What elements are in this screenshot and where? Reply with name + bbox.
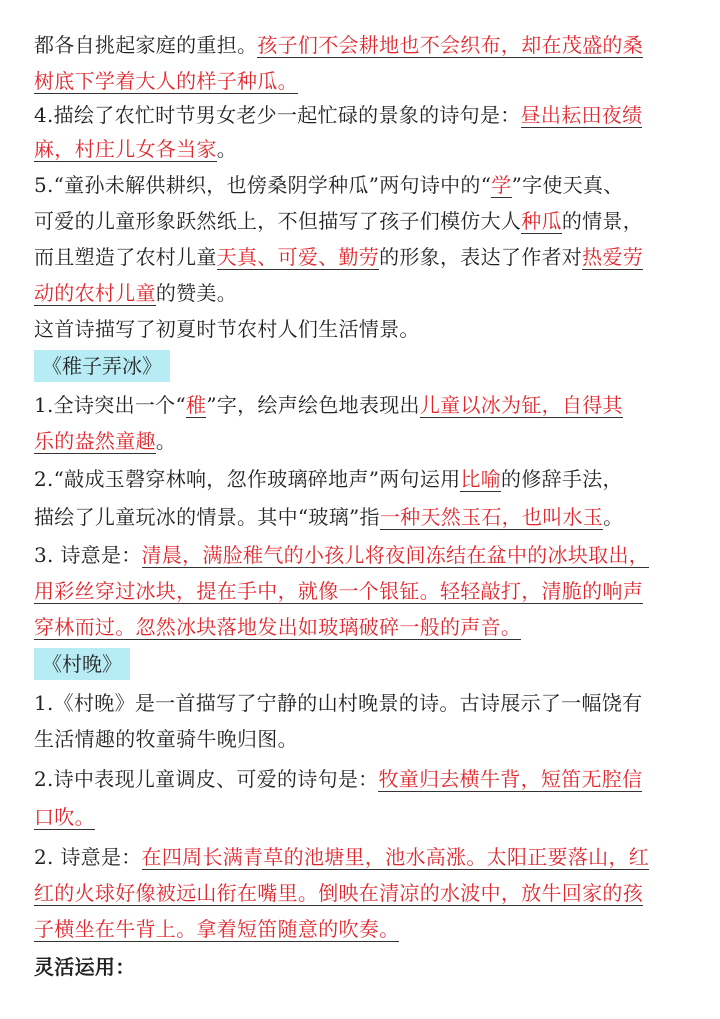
answer-text: 穿林而过。忽然冰块落地发出如玻璃破碎一般的声音。 xyxy=(34,615,522,639)
plain-text: 生活情趣的牧童骑牛晚归图。 xyxy=(34,727,298,751)
plain-text: 。 xyxy=(216,137,238,161)
plain-text: 而且塑造了农村儿童 xyxy=(34,245,217,269)
text-line xyxy=(34,610,521,644)
answer-text: 在四周长满青草的池塘里，池水高涨。太阳正要落山，红 xyxy=(141,845,650,869)
plain-text: 这首诗描写了初夏时节农村人们生活情景。 xyxy=(34,317,420,341)
plain-text: 3. 诗意是： xyxy=(34,543,142,567)
plain-text: 的形象，表达了作者对 xyxy=(379,245,583,269)
text-line xyxy=(34,762,642,796)
text-line xyxy=(34,64,298,98)
plain-text: 1.全诗突出一个“ xyxy=(34,393,187,417)
text-line xyxy=(34,722,298,756)
text-line xyxy=(34,686,642,720)
text-line xyxy=(34,462,623,496)
plain-text: 的赞美。 xyxy=(155,281,238,305)
text-line xyxy=(34,132,237,166)
answer-text: 学 xyxy=(491,173,512,197)
plain-text: 可爱的儿童形象跃然纸上，不但描写了孩子们模仿大人 xyxy=(34,209,522,233)
text-line xyxy=(34,574,643,608)
text-line xyxy=(34,876,643,910)
text-line xyxy=(34,240,643,274)
plain-text: ”字，绘声绘色地表现出 xyxy=(206,393,420,417)
text-line xyxy=(34,204,643,238)
answer-text: 树底下学着大人的样子种瓜。 xyxy=(34,69,298,93)
answer-text: 红的火球好像被远山衔在嘴里。倒映在清凉的水波中，放牛回家的孩 xyxy=(34,881,643,905)
text-line xyxy=(34,800,95,834)
plain-text: ”字使天真、 xyxy=(511,173,624,197)
answer-text: 天真、可爱、勤劳 xyxy=(216,245,380,269)
plain-text: 。 xyxy=(603,505,624,529)
answer-text: 乐的盎然童趣 xyxy=(34,429,156,453)
plain-text: 的修辞手法， xyxy=(501,467,623,491)
plain-text: 2.“敲成玉磬穿林响，忽作玻璃碎地声”两句运用 xyxy=(34,467,461,491)
answer-text: 口吹。 xyxy=(34,805,95,829)
plain-text: 2. 诗意是： xyxy=(34,845,142,869)
section-heading-cun-wan: 《村晚》 xyxy=(34,648,130,680)
plain-text: 5.“童孙未解供耕织，也傍桑阴学种瓜”两句诗中的“ xyxy=(34,173,492,197)
answer-text: 孩子们不会耕地也不会织布，却在茂盛的桑 xyxy=(257,33,644,57)
answer-text: 稚 xyxy=(186,393,207,417)
plain-text: 2.诗中表现儿童调皮、可爱的诗句是： xyxy=(34,767,379,791)
plain-text: 的情景， xyxy=(561,209,644,233)
answer-text: 用彩丝穿过冰块，提在手中，就像一个银钲。轻轻敲打，清脆的响声 xyxy=(34,579,643,603)
answer-text: 比喻 xyxy=(460,467,502,491)
section-label-flexible-use xyxy=(34,950,136,984)
text-line xyxy=(34,28,643,62)
answer-text: 麻，村庄儿女各当家 xyxy=(34,137,217,161)
answer-text: 动的农村儿童 xyxy=(34,281,156,305)
plain-text: 4.描绘了农忙时节男女老少一起忙碌的景象的诗句是： xyxy=(34,103,521,127)
section-heading-zhizi-nongbing: 《稚子弄冰》 xyxy=(34,350,170,382)
text-line xyxy=(34,424,176,458)
answer-text: 儿童以冰为钲，自得其 xyxy=(419,393,623,417)
plain-text: 灵活运用： xyxy=(34,955,136,979)
plain-text: 。 xyxy=(155,429,177,453)
text-line xyxy=(34,312,420,346)
plain-text: 描绘了儿童玩冰的情景。其中“玻璃”指 xyxy=(34,505,380,529)
answer-text: 牧童归去横牛背，短笛无腔信 xyxy=(378,767,643,791)
text-line xyxy=(34,168,624,202)
answer-text: 子横坐在牛背上。拿着短笛随意的吹奏。 xyxy=(34,917,400,941)
text-line xyxy=(34,276,237,310)
answer-text: 清晨，满脸稚气的小孩儿将夜间冻结在盆中的冰块取出， xyxy=(141,543,650,567)
text-line xyxy=(34,912,399,946)
text-line xyxy=(34,500,623,534)
answer-text: 昼出耘田夜绩 xyxy=(520,103,643,127)
answer-text: 一种天然玉石，也叫水玉 xyxy=(379,505,604,529)
text-line xyxy=(34,538,649,572)
plain-text: 1.《村晚》是一首描写了宁静的山村晚景的诗。古诗展示了一幅饶有 xyxy=(34,691,643,715)
text-line xyxy=(34,840,649,874)
text-line xyxy=(34,98,642,132)
answer-text: 种瓜 xyxy=(521,209,562,233)
answer-text: 热爱劳 xyxy=(582,245,644,269)
text-line xyxy=(34,388,623,422)
plain-text: 都各自挑起家庭的重担。 xyxy=(34,33,258,57)
